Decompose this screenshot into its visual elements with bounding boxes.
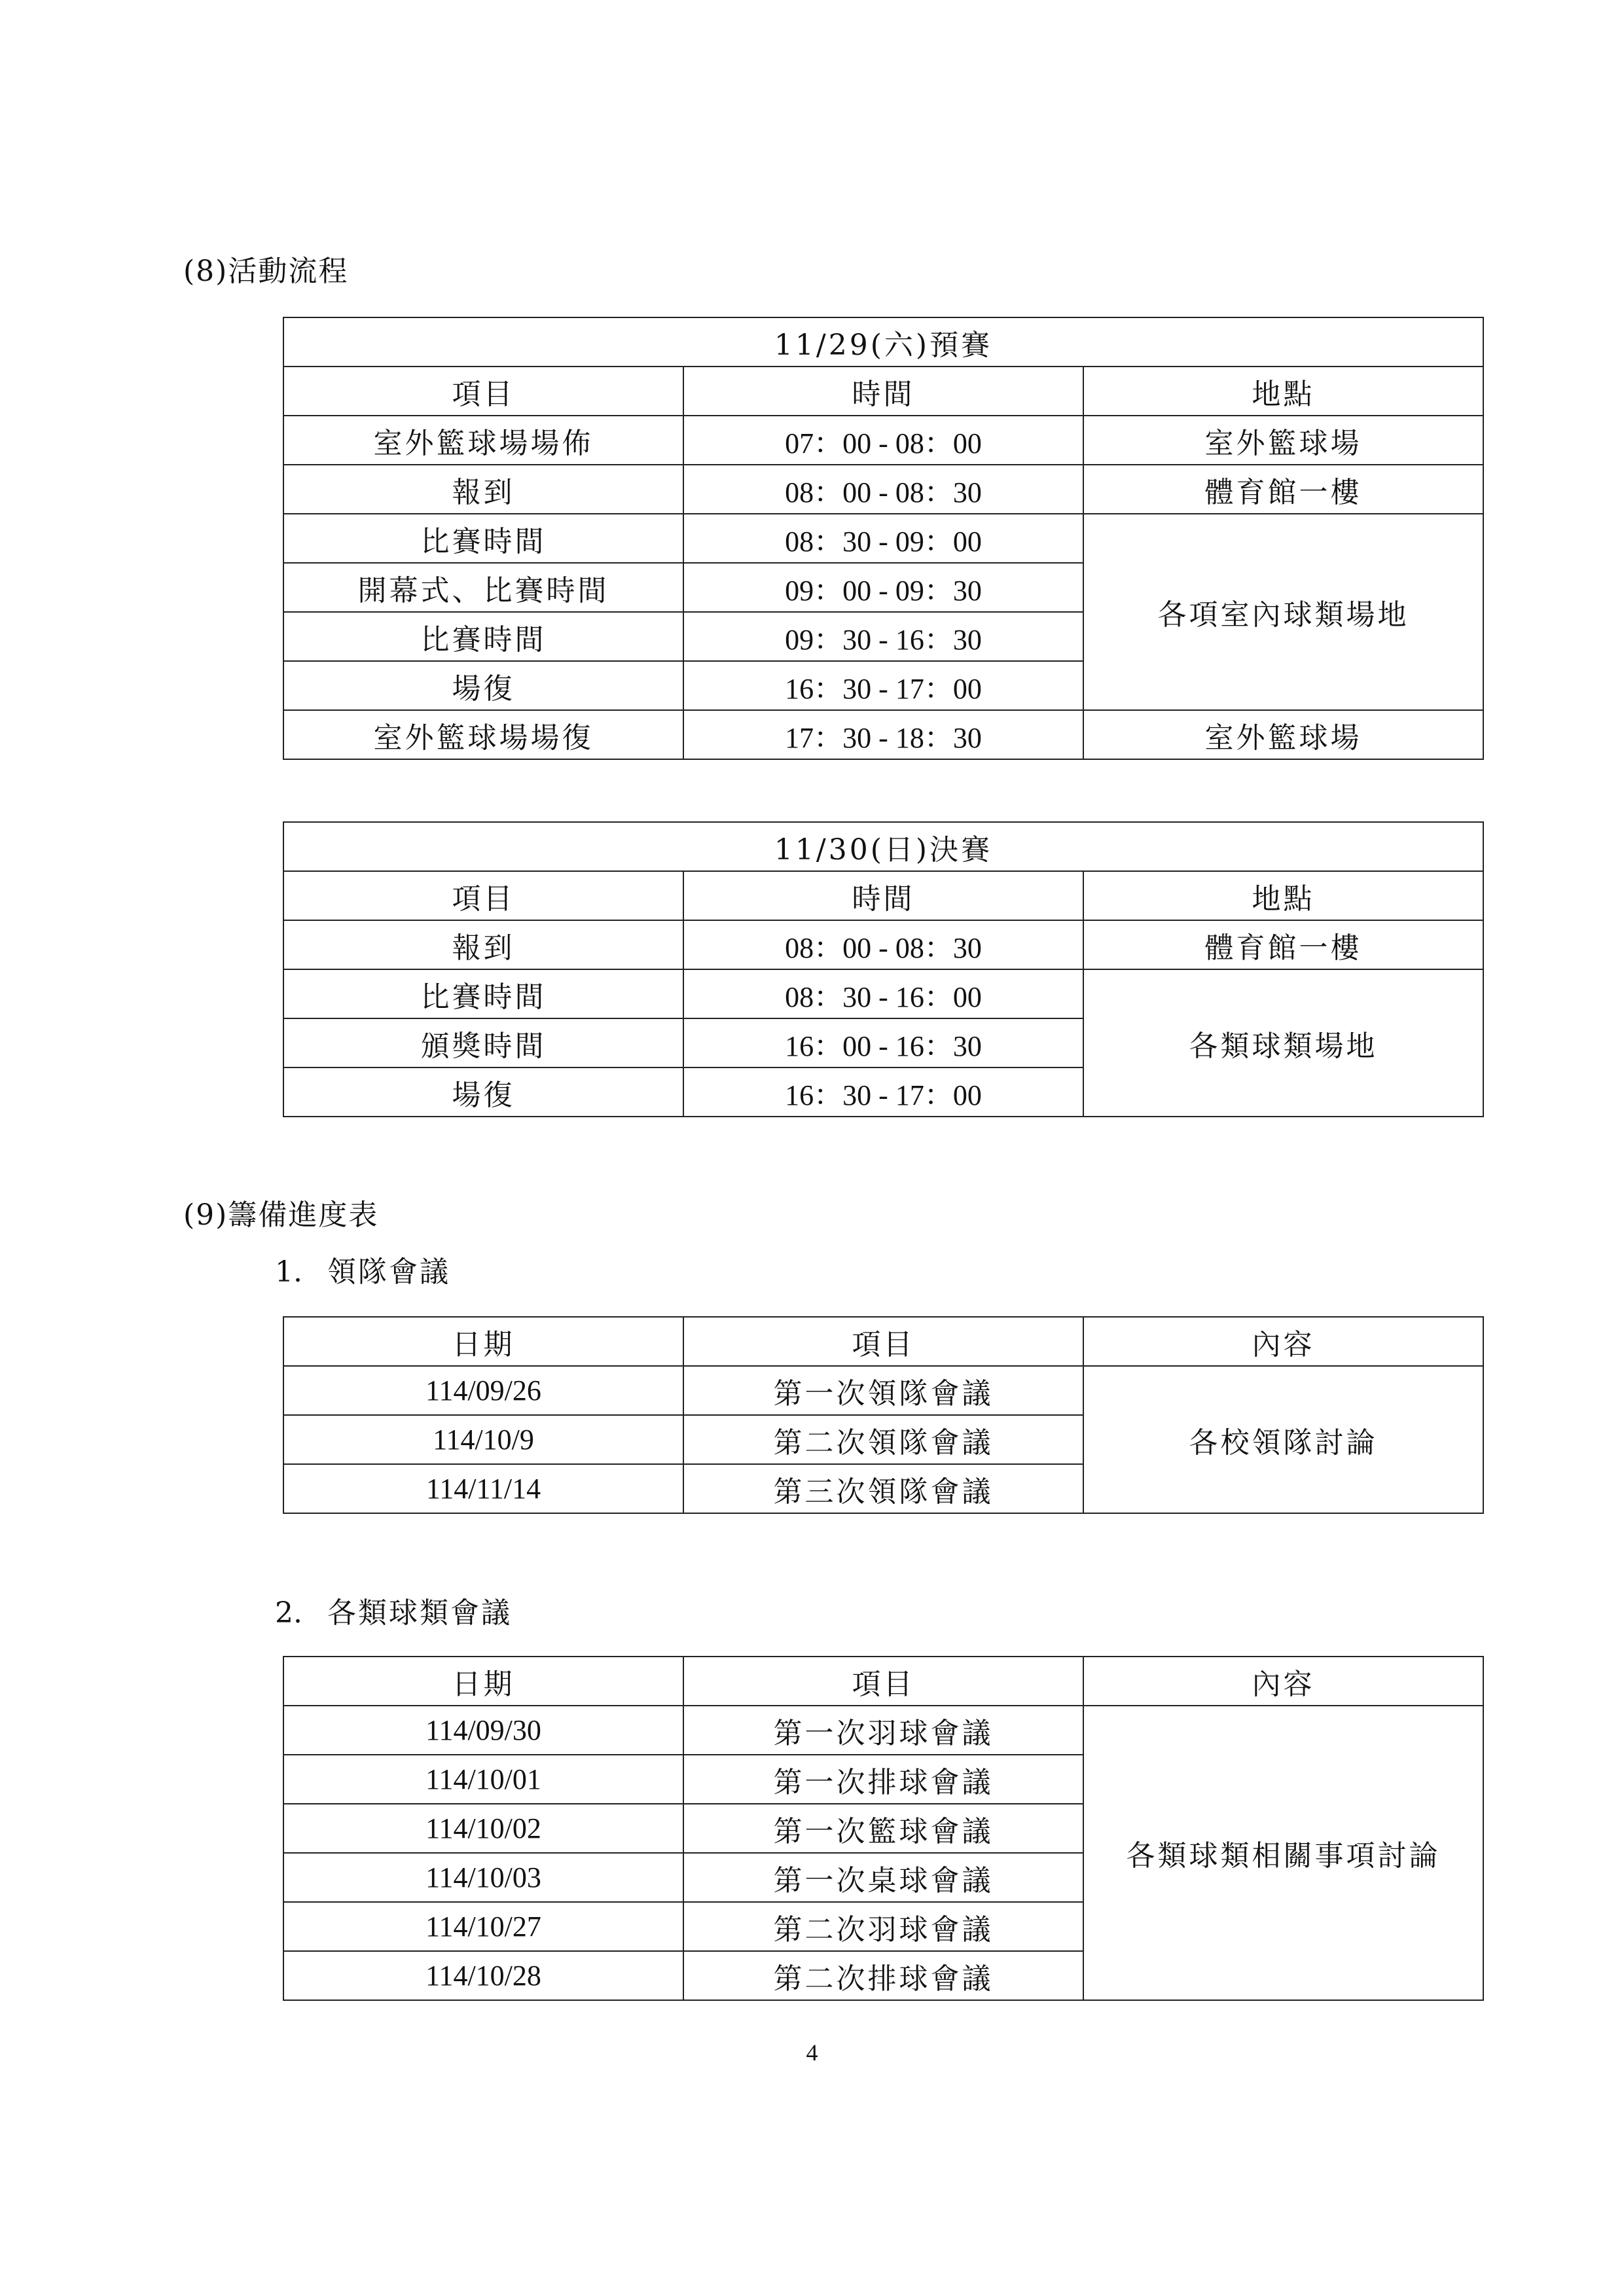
- column-header-date: 日期: [283, 1317, 683, 1366]
- item-cell: 第一次籃球會議: [683, 1804, 1083, 1853]
- item-cell: 第二次羽球會議: [683, 1902, 1083, 1951]
- table-header-row: [283, 1657, 1483, 1706]
- location-cell: 體育館一樓: [1083, 465, 1483, 514]
- location-cell-merged: 各類球類場地: [1083, 969, 1483, 1117]
- column-header-location: 地點: [1083, 367, 1483, 416]
- ball-meeting-table: [283, 1656, 1484, 2001]
- column-header-item: 項目: [283, 367, 683, 416]
- time-cell: 09：30 - 16：30: [683, 612, 1083, 661]
- column-header-date: 日期: [283, 1657, 683, 1706]
- table-header-row: [283, 1317, 1483, 1366]
- item-cell: 室外籃球場場佈: [283, 416, 683, 465]
- table-title: 11/30(日)決賽: [283, 822, 1483, 871]
- column-header-location: 地點: [1083, 871, 1483, 920]
- location-cell-merged: 各項室內球類場地: [1083, 514, 1483, 710]
- section-8-heading: (8)活動流程: [183, 255, 349, 288]
- time-cell: 16：00 - 16：30: [683, 1018, 1083, 1067]
- time-cell: 08：00 - 08：30: [683, 465, 1083, 514]
- table-title-row: [283, 317, 1483, 367]
- table-row: [283, 465, 1483, 514]
- subheading-number: 1.: [275, 1255, 302, 1289]
- table-row: [283, 710, 1483, 759]
- item-cell: 頒獎時間: [283, 1018, 683, 1067]
- content-cell-merged: 各類球類相關事項討論: [1083, 1706, 1483, 2000]
- item-cell: 場復: [283, 661, 683, 710]
- item-cell: 第一次排球會議: [683, 1755, 1083, 1804]
- table-row: [283, 969, 1483, 1018]
- time-cell: 08：30 - 09：00: [683, 514, 1083, 563]
- item-cell: 室外籃球場場復: [283, 710, 683, 759]
- subheading-title: 領隊會議: [327, 1255, 450, 1289]
- time-cell: 09：00 - 09：30: [683, 563, 1083, 612]
- date-cell: 114/10/03: [283, 1853, 683, 1902]
- time-cell: 07：00 - 08：00: [683, 416, 1083, 465]
- subheading-title: 各類球類會議: [327, 1596, 512, 1630]
- item-cell: 第二次排球會議: [683, 1951, 1083, 2000]
- column-header-time: 時間: [683, 871, 1083, 920]
- time-cell: 08：00 - 08：30: [683, 920, 1083, 969]
- date-cell: 114/09/30: [283, 1706, 683, 1755]
- table-row: [283, 1706, 1483, 1755]
- table-title-row: [283, 822, 1483, 871]
- item-cell: 第三次領隊會議: [683, 1464, 1083, 1513]
- preliminary-schedule-table: [283, 317, 1484, 760]
- final-schedule-table: [283, 821, 1484, 1117]
- column-header-content: 內容: [1083, 1657, 1483, 1706]
- item-cell: 第一次羽球會議: [683, 1706, 1083, 1755]
- table-row: [283, 1366, 1483, 1415]
- date-cell: 114/10/02: [283, 1804, 683, 1853]
- content-cell-merged: 各校領隊討論: [1083, 1366, 1483, 1513]
- date-cell: 114/10/28: [283, 1951, 683, 2000]
- column-header-item: 項目: [683, 1657, 1083, 1706]
- subheading-number: 2.: [275, 1596, 302, 1630]
- ball-meeting-subheading: [275, 1589, 512, 1631]
- column-header-time: 時間: [683, 367, 1083, 416]
- table-title: 11/29(六)預賽: [283, 317, 1483, 367]
- time-cell: 17：30 - 18：30: [683, 710, 1083, 759]
- item-cell: 比賽時間: [283, 969, 683, 1018]
- item-cell: 比賽時間: [283, 514, 683, 563]
- column-header-content: 內容: [1083, 1317, 1483, 1366]
- date-cell: 114/09/26: [283, 1366, 683, 1415]
- item-cell: 場復: [283, 1067, 683, 1117]
- item-cell: 第一次領隊會議: [683, 1366, 1083, 1415]
- item-cell: 報到: [283, 920, 683, 969]
- column-header-item: 項目: [683, 1317, 1083, 1366]
- date-cell: 114/10/9: [283, 1415, 683, 1464]
- section-9-heading: (9)籌備進度表: [183, 1198, 379, 1232]
- page-number: 4: [806, 2039, 818, 2066]
- location-cell: 室外籃球場: [1083, 710, 1483, 759]
- item-cell: 報到: [283, 465, 683, 514]
- item-cell: 第一次桌球會議: [683, 1853, 1083, 1902]
- column-header-item: 項目: [283, 871, 683, 920]
- table-row: [283, 514, 1483, 563]
- item-cell: 第二次領隊會議: [683, 1415, 1083, 1464]
- table-header-row: [283, 871, 1483, 920]
- location-cell: 室外籃球場: [1083, 416, 1483, 465]
- time-cell: 08：30 - 16：00: [683, 969, 1083, 1018]
- table-header-row: [283, 367, 1483, 416]
- item-cell: 開幕式、比賽時間: [283, 563, 683, 612]
- date-cell: 114/11/14: [283, 1464, 683, 1513]
- time-cell: 16：30 - 17：00: [683, 661, 1083, 710]
- date-cell: 114/10/01: [283, 1755, 683, 1804]
- table-row: [283, 416, 1483, 465]
- time-cell: 16：30 - 17：00: [683, 1067, 1083, 1117]
- location-cell: 體育館一樓: [1083, 920, 1483, 969]
- leader-meeting-table: [283, 1316, 1484, 1514]
- leader-meeting-subheading: [275, 1248, 450, 1290]
- table-row: [283, 920, 1483, 969]
- date-cell: 114/10/27: [283, 1902, 683, 1951]
- item-cell: 比賽時間: [283, 612, 683, 661]
